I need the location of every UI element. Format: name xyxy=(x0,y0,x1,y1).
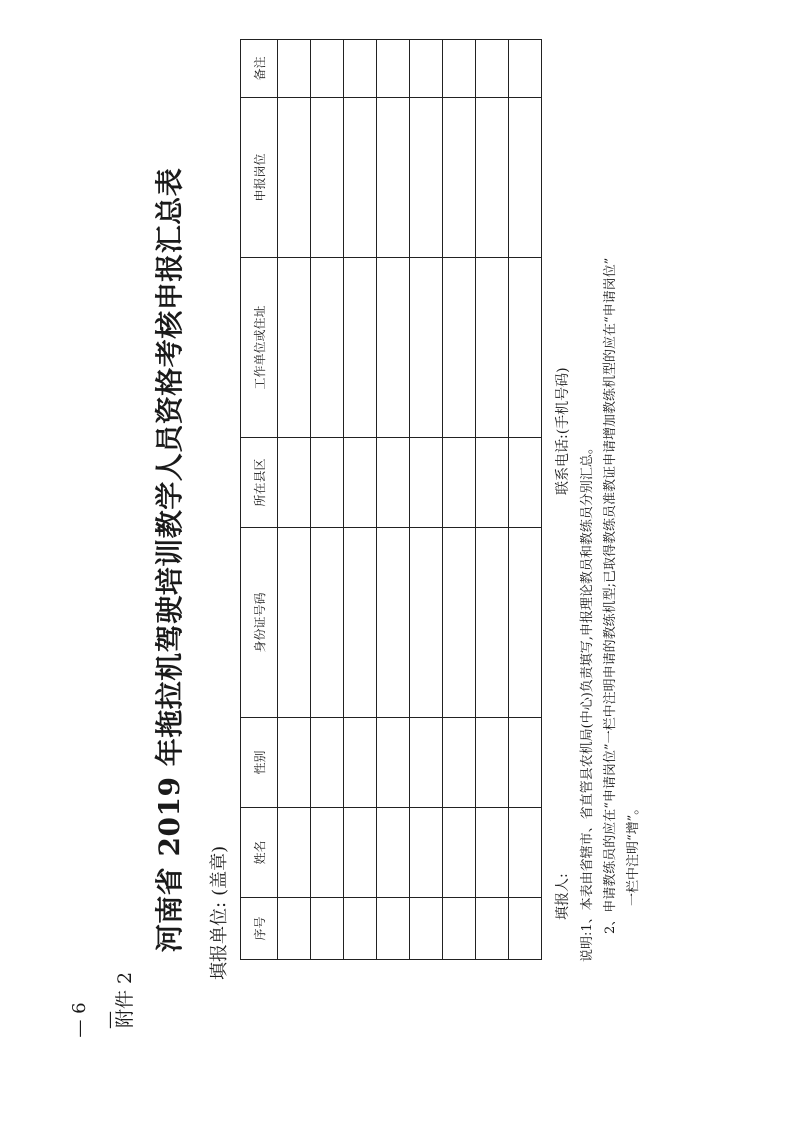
table-header-row xyxy=(241,40,278,960)
header-workplace: 工作单位或住址 xyxy=(241,258,278,438)
table-cell xyxy=(443,718,476,808)
table-cell xyxy=(311,40,344,98)
table-cell xyxy=(410,98,443,258)
table-cell xyxy=(377,258,410,438)
header-serial: 序号 xyxy=(241,898,278,960)
table-cell xyxy=(311,898,344,960)
header-position: 申报岗位 xyxy=(241,98,278,258)
header-gender: 性别 xyxy=(241,718,278,808)
page-number: — 6 — xyxy=(69,1002,120,1038)
table-cell xyxy=(443,808,476,898)
table-cell xyxy=(410,438,443,528)
header-county: 所在县区 xyxy=(241,438,278,528)
table-body xyxy=(278,40,542,960)
table-cell xyxy=(443,258,476,438)
table-cell xyxy=(377,98,410,258)
table-row xyxy=(377,40,410,960)
table-row xyxy=(410,40,443,960)
table-cell xyxy=(509,258,542,438)
table-cell xyxy=(410,40,443,98)
table-cell xyxy=(344,258,377,438)
table-cell xyxy=(476,438,509,528)
table-cell xyxy=(311,258,344,438)
table-cell xyxy=(278,808,311,898)
table-cell xyxy=(476,258,509,438)
table-cell xyxy=(344,528,377,718)
table-cell xyxy=(311,808,344,898)
table-cell xyxy=(278,438,311,528)
table-cell xyxy=(344,98,377,258)
table-cell xyxy=(410,258,443,438)
table-cell xyxy=(278,718,311,808)
table-cell xyxy=(509,438,542,528)
table-cell xyxy=(476,98,509,258)
table-cell xyxy=(410,898,443,960)
table-cell xyxy=(311,98,344,258)
header-id-number: 身份证号码 xyxy=(241,528,278,718)
table-cell xyxy=(377,438,410,528)
summary-table xyxy=(240,39,542,960)
seal-note: (盖章) xyxy=(209,845,230,896)
table-cell xyxy=(311,438,344,528)
header-name: 姓名 xyxy=(241,808,278,898)
table-cell xyxy=(476,808,509,898)
table-cell xyxy=(410,718,443,808)
table-cell xyxy=(476,40,509,98)
table-cell xyxy=(278,258,311,438)
table-cell xyxy=(509,98,542,258)
table-cell xyxy=(509,898,542,960)
table-row xyxy=(278,40,311,960)
note-line-2: 2、申请教练员的应在“申请岗位”一栏中注明申请的教练机型;已取得教练员准教证申请增加教练机型的应在“申请岗位” xyxy=(603,257,618,934)
document-title: 河南省 2019 年拖拉机驾驶培训教学人员资格考核申报汇总表 xyxy=(153,167,186,953)
note-line-3: 一栏中注明“增”。 xyxy=(626,801,641,906)
header-remarks: 备注 xyxy=(241,40,278,98)
table-cell xyxy=(443,528,476,718)
table-cell xyxy=(344,808,377,898)
attachment-label: 附件 2 xyxy=(114,971,136,1028)
table-row xyxy=(476,40,509,960)
table-cell xyxy=(278,898,311,960)
filler-unit-label: 填报单位: xyxy=(209,901,230,980)
table-cell xyxy=(476,718,509,808)
table-cell xyxy=(278,40,311,98)
table-cell xyxy=(344,40,377,98)
filler-unit-line xyxy=(205,846,231,980)
table-row xyxy=(311,40,344,960)
contact-phone: 联系电话:(手机号码) xyxy=(555,367,571,495)
table-row xyxy=(344,40,377,960)
landscape-sheet xyxy=(100,56,700,1060)
table-cell xyxy=(377,528,410,718)
table-cell xyxy=(443,40,476,98)
table-cell xyxy=(278,98,311,258)
note-line-1: 说明:1、本表由省辖市、省直管县农机局(中心)负责填写,申报理论教员和教练员分别汇总。 xyxy=(580,441,595,962)
table-cell xyxy=(509,808,542,898)
notes xyxy=(576,62,645,962)
table-cell xyxy=(410,528,443,718)
table-row xyxy=(443,40,476,960)
table-cell xyxy=(476,898,509,960)
table-cell xyxy=(377,898,410,960)
table-row xyxy=(509,40,542,960)
table-cell xyxy=(377,808,410,898)
table-cell xyxy=(443,98,476,258)
table-cell xyxy=(509,528,542,718)
table-cell xyxy=(443,898,476,960)
table-cell xyxy=(476,528,509,718)
table-cell xyxy=(377,40,410,98)
table-cell xyxy=(311,718,344,808)
table-cell xyxy=(509,718,542,808)
table-cell xyxy=(278,528,311,718)
table-cell xyxy=(377,718,410,808)
table-cell xyxy=(509,40,542,98)
table-cell xyxy=(443,438,476,528)
table-cell xyxy=(410,808,443,898)
table-cell xyxy=(344,898,377,960)
filler-person: 填报人: xyxy=(555,873,571,920)
table-cell xyxy=(344,438,377,528)
table-cell xyxy=(344,718,377,808)
table-cell xyxy=(311,528,344,718)
